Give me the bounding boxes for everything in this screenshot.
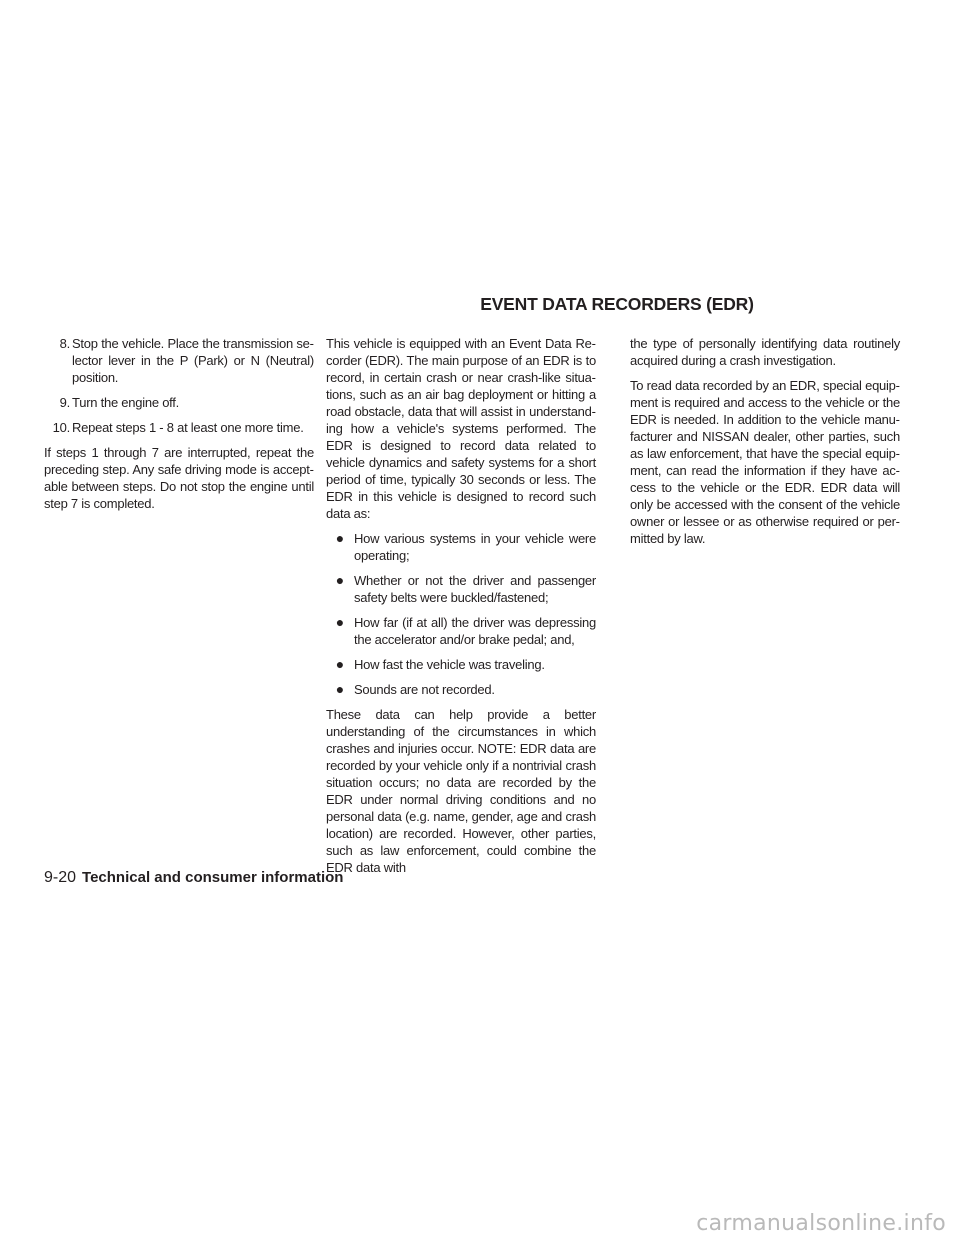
step-number: 9.: [59, 395, 70, 410]
column-left: [44, 335, 314, 520]
bullet-list: [326, 530, 596, 698]
step-item: [44, 394, 314, 411]
bullet-text: How fast the vehicle was traveling.: [354, 657, 545, 672]
list-item: [326, 681, 596, 698]
section-title: EVENT DATA RECORDERS (EDR): [480, 294, 754, 314]
bullet-icon: ●: [335, 572, 344, 588]
bullet-text: Whether or not the driver and passenger safety belts were buckled/fastened;: [354, 573, 596, 605]
step-text: Turn the engine off.: [72, 395, 180, 410]
step-text: Repeat steps 1 - 8 at least one more time.: [72, 420, 304, 435]
list-item: [326, 530, 596, 564]
page-footer: [44, 869, 343, 887]
column-middle: [326, 335, 596, 884]
column-right: [630, 335, 900, 555]
bullet-icon: ●: [335, 614, 344, 630]
step-number: 8.: [59, 336, 70, 351]
bullet-icon: ●: [335, 530, 344, 546]
bullet-text: How far (if at all) the driver was depressing the accelerator and/or brake pedal; and,: [354, 615, 596, 647]
step-text: Stop the vehicle. Place the transmission selector lever in the P (Park) or N (Neutral) position.: [72, 336, 314, 385]
step-number: 10.: [52, 420, 70, 435]
bullet-text: Sounds are not recorded.: [354, 682, 495, 697]
page-number: 9-20: [44, 869, 77, 886]
list-item: [326, 656, 596, 673]
paragraph: the type of personally identifying data routinely acquired during a crash investigation.: [630, 336, 900, 368]
bullet-icon: ●: [335, 681, 344, 697]
chapter-title: Technical and consumer information: [82, 869, 344, 886]
step-item: [44, 335, 314, 386]
paragraph: If steps 1 through 7 are interrupted, repeat the preceding step. Any safe driving mode is acceptable between steps. Do not stop the engine until step 7 is completed.: [44, 445, 314, 511]
paragraph: To read data recorded by an EDR, special equipment is required and access to the vehicle or the EDR is needed. In addition to the vehicle manufacturer and NISSAN dealer, other parties, such as law enforcement, that have the special equipment, can read the information if they have access to the vehicle or the EDR. EDR data will only be accessed with the consent of the vehicle owner or lessee or as otherwise required or permitted by law.: [630, 378, 900, 546]
bullet-icon: ●: [335, 656, 344, 672]
paragraph: This vehicle is equipped with an Event Data Recorder (EDR). The main purpose of an EDR is to record, in certain crash or near crash-like situations, such as an air bag deployment or hitting a road obstacle, data that will assist in understanding how a vehicle's systems performed. The EDR is designed to record data related to vehicle dynamics and safety systems for a short period of time, typically 30 seconds or less. The EDR in this vehicle is designed to record such data as:: [326, 336, 596, 521]
paragraph: These data can help provide a better understanding of the circumstances in which crashes and injuries occur. NOTE: EDR data are recorded by your vehicle only if a nontrivial crash situation occurs; no data are recorded by the EDR under normal driving conditions and no personal data (e.g. name, gender, age and crash location) are recorded. However, other parties, such as law enforcement, could combine the EDR data with: [326, 707, 596, 875]
watermark-text: carmanualsonline.info: [696, 1211, 946, 1236]
bullet-text: How various systems in your vehicle were operating;: [354, 531, 596, 563]
step-item: [44, 419, 314, 436]
list-item: [326, 572, 596, 606]
list-item: [326, 614, 596, 648]
